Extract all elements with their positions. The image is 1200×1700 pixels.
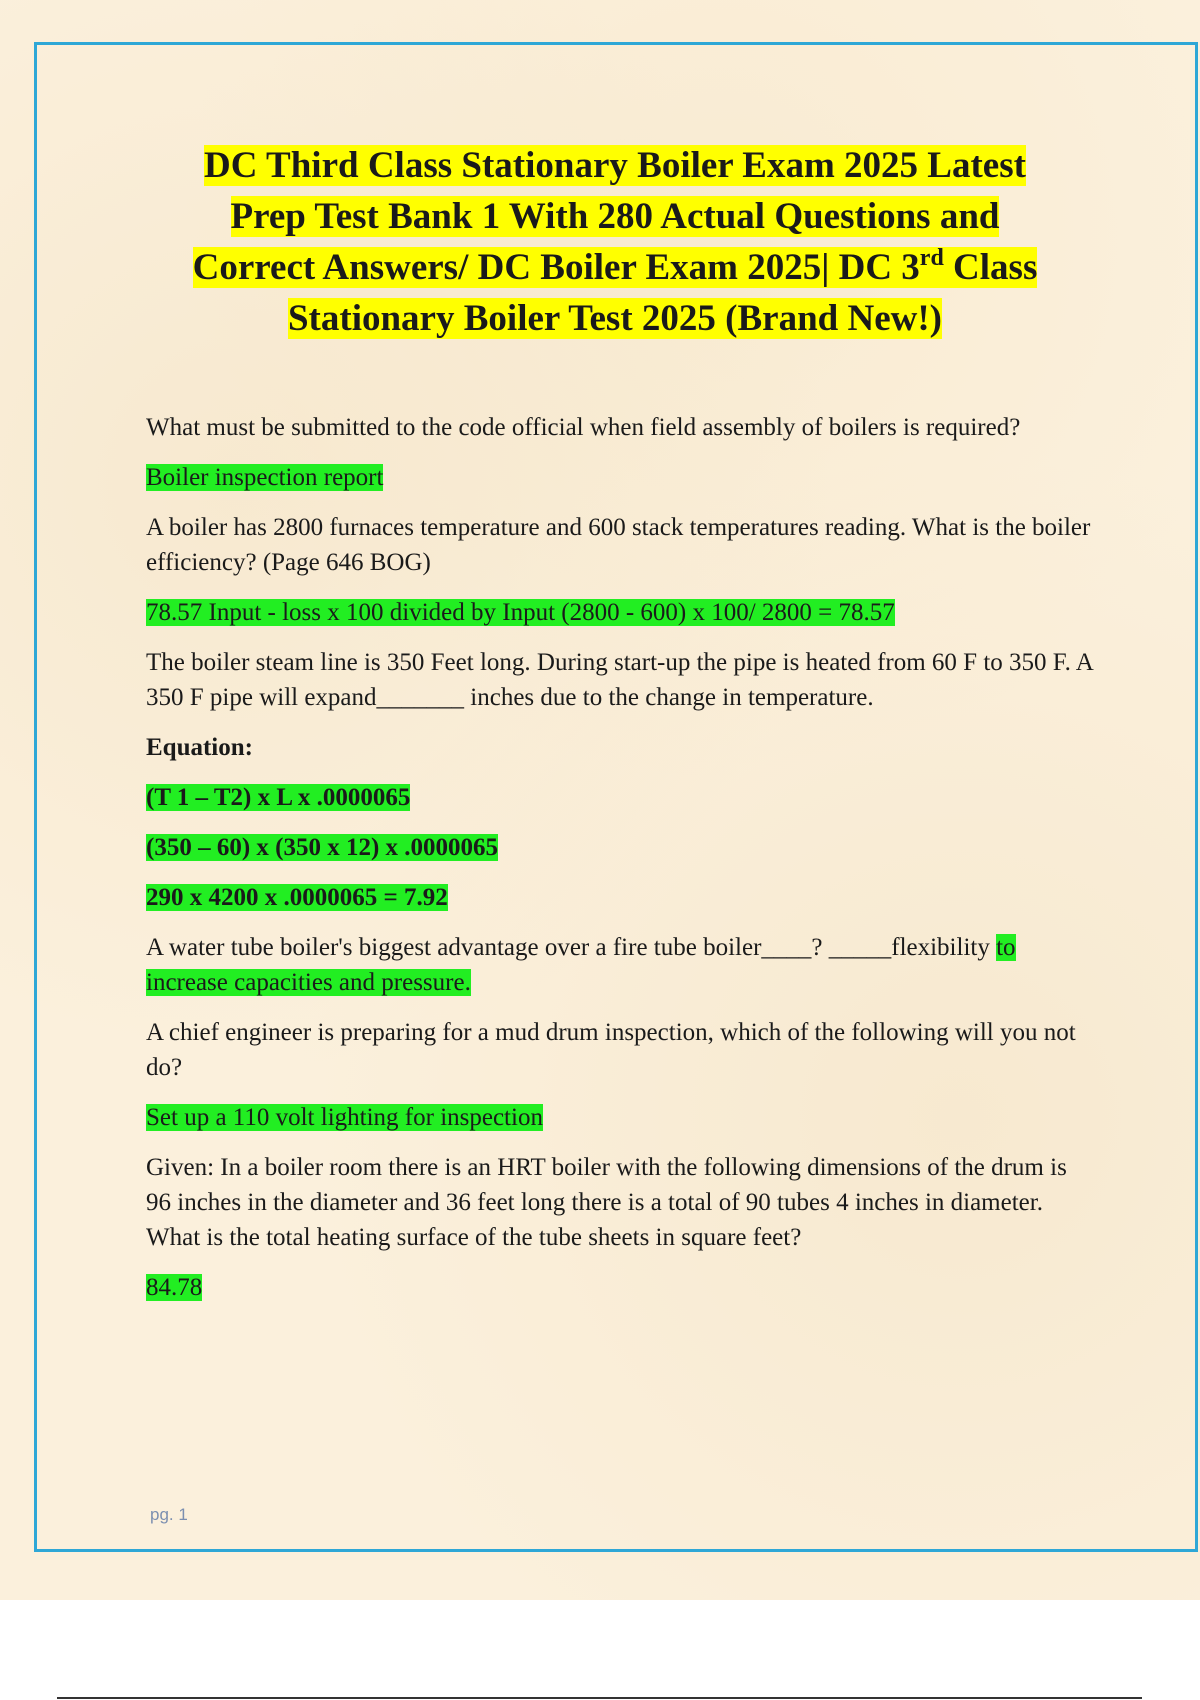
answer-5 xyxy=(146,1100,1096,1135)
answer-6 xyxy=(146,1270,1096,1305)
question-2: A boiler has 2800 furnaces temperature and 600 stack temperatures reading. What is the boiler efficiency? (Page 646 BOG) xyxy=(146,514,1091,576)
answer-2 xyxy=(146,595,1096,630)
document-title xyxy=(140,140,1090,344)
title-line-4: Stationary Boiler Test 2025 (Brand New!) xyxy=(287,298,942,339)
question-1: What must be submitted to the code official when field assembly of boilers is required? xyxy=(146,414,1021,441)
answer-6-highlight: 84.78 xyxy=(146,1274,203,1301)
answer-5-highlight: Set up a 110 volt lighting for inspection xyxy=(146,1104,543,1131)
title-line-1: DC Third Class Stationary Boiler Exam 2025 Latest xyxy=(204,145,1026,186)
question-list xyxy=(146,410,1096,1320)
title-line-3 xyxy=(193,247,1038,288)
question-6: Given: In a boiler room there is an HRT boiler with the following dimensions of the drum is 96 inches in the diameter and 36 feet long there is a total of 90 tubes 4 inches in diameter. What is the total heating surface of the tube sheets in square feet? xyxy=(146,1154,1067,1251)
equation-step-3 xyxy=(146,880,1096,915)
page-number: pg. 1 xyxy=(150,1505,188,1524)
equation-step-2-highlight: (350 – 60) x (350 x 12) x .0000065 xyxy=(146,834,499,861)
answer-1-highlight: Boiler inspection report xyxy=(146,464,384,491)
question-4 xyxy=(146,930,1096,1000)
equation-step-3-highlight: 290 x 4200 x .0000065 = 7.92 xyxy=(146,884,448,911)
equation-step-2 xyxy=(146,830,1096,865)
title-line-3-start: Correct Answers/ DC Boiler Exam 2025| DC 3 xyxy=(192,247,920,288)
title-line-3-end: Class xyxy=(943,247,1038,288)
equation-label: Equation: xyxy=(146,734,253,761)
title-line-2: Prep Test Bank 1 With 280 Actual Questions and xyxy=(230,196,1000,237)
equation-step-1-highlight: (T 1 – T2) x L x .0000065 xyxy=(146,784,411,811)
answer-2-highlight: 78.57 Input - loss x 100 divided by Input (2800 - 600) x 100/ 2800 = 78.57 xyxy=(146,599,895,626)
question-4-text: A water tube boiler's biggest advantage over a fire tube boiler____? _____flexibility xyxy=(146,934,997,961)
question-5: A chief engineer is preparing for a mud drum inspection, which of the following will you not do? xyxy=(146,1019,1076,1081)
answer-4-highlight: to increase capacities and pressure. xyxy=(146,934,1016,996)
answer-1 xyxy=(146,460,1096,495)
question-3: The boiler steam line is 350 Feet long. During start-up the pipe is heated from 60 F to 350 F. A 350 F pipe will expand_______ inches due to the change in temperature. xyxy=(146,649,1093,711)
equation-step-1 xyxy=(146,780,1096,815)
bottom-divider xyxy=(57,1697,1142,1699)
title-superscript: rd xyxy=(919,245,944,271)
